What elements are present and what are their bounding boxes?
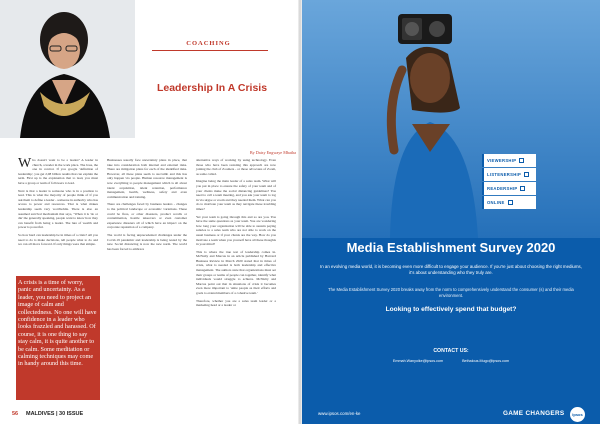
checkbox-icon: [519, 158, 524, 163]
article-column-2: [107, 158, 187, 424]
article-column-1: [18, 158, 98, 270]
ipsos-logo-text: Ipsos: [572, 412, 583, 417]
author-photo: [0, 0, 135, 138]
left-page-footer: [0, 407, 300, 424]
article-paragraph: So how hard can leadership be in times of a crisis? All you need to do is make decisions, tell people what to do and we can all move forward. If only things were that simple.: [18, 232, 98, 247]
tag-online: [482, 196, 536, 209]
article-paragraph: This is where the true test of leadership comes in. McNulty and Marcus in an article published by Harvard Business Review in March 2020 stated that in times of crisis, what is needed is both leadership and effective management. The authors state that organizations must set their groups or teams of people can together, identify what individuals would struggle to achieve. McNulty and Marcus point out that in situations of crisis it becomes even more important to 'unite people as their efforts and goals to extend members of a cohesive team.': [196, 249, 276, 296]
author-photo-illustration: [0, 0, 135, 138]
ad-photo: [302, 0, 600, 238]
page-number: 56: [12, 411, 19, 417]
pull-quote-text: A crisis is a time of worry, panic and uncertainty. As a leader, you need to project an image of calm and collectedness. No one will have confidence in a leader who looks frazzled and harassed. Of course, it is one thing to say stay calm, it is quite another to be calm. Some meditation or calming techniques may come in handy around this time.: [18, 279, 97, 368]
article-paragraph: Next is that a leader is someone who is in a position to lead. This is what the majority of people think of if you ask them to define a leader - someone in authority who has access to power and resources. That is what makes leadership seem very worthwhile. There is also an assumed survival mechanism that says, "When it is 'do or die' the generally speaking, people want to know how they can benefit from being a leader. The lure of wealth and power is powerful.: [18, 188, 98, 230]
article-column-3: [196, 158, 276, 424]
checkbox-icon: [524, 172, 529, 177]
article-paragraph: The world is facing unprecedented challenges under the Covid-19 pandemic and leadership is being tested by the new. Social distancing is now the new norm. The world has been forced to embrace: [107, 232, 187, 251]
tag-label: READERSHIP: [487, 186, 518, 191]
drop-cap: W: [18, 156, 32, 171]
pull-quote: [16, 276, 100, 400]
section-label: COACHING: [186, 40, 231, 47]
checkbox-icon: [508, 200, 513, 205]
tag-listenership: [482, 168, 536, 181]
article-paragraph-text: ho doesn't want to be a leader? A leader in church, a leader in the work place. The boss, the one in control. If you google 'definition of leadership', you get 2,08 billion results that can explain the term. First up is the explanation that to lead, you must have a group or team of followers to lead.: [18, 158, 98, 185]
magazine-issue: MALDIVES | 30 ISSUE: [26, 411, 84, 417]
article-paragraph: Imagine being the main leader of a sales team. What will you put in place to ensure the safety of your team and of your clients make the social distancing guidelines? You need to call a team meeting, and you ask your team to log in via skype or zoom and they needed them. What can you do to motivate your team as they navigate these troubling times?: [196, 179, 276, 211]
survey-advertisement: [302, 0, 600, 424]
ad-footer: [302, 404, 600, 424]
tag-label: VIEWERSHIP: [487, 158, 517, 163]
article-title: Leadership In A Crisis: [156, 82, 268, 94]
article-paragraph: Yet your team is going through this and so are you. You have the same questions as your team. You are wondering how long your organization will be able to sustain paying salaries to a sales team who are not able to work on the usual business or if your clients are the way. How do you motivate a team when you yourself have all these thoughts in your mind?: [196, 214, 276, 247]
website-link[interactable]: www.ipsos.com/en-ke: [318, 411, 361, 416]
ad-description: The Media Establishment Survey 2020 breaks away from the norm to comprehensively understand the consumer (s) and their media environment.: [328, 287, 574, 298]
contact-list: [346, 359, 556, 363]
section-divider: [152, 50, 268, 51]
article-paragraph: [18, 158, 98, 186]
ad-subtitle: In an evolving media world, it is becoming even more difficult to engage your audience. If you're just about choosing the right mediums, it's about understanding who they truly are.: [320, 264, 582, 275]
ad-photo-illustration: [302, 0, 600, 238]
article-paragraph: Therefore, whether you are a sales team leader or a marketing head or a leader or: [196, 298, 276, 308]
checkbox-icon: [520, 186, 525, 191]
article-byline: By Daisy Engwaye Mbatha: [249, 150, 296, 155]
ad-title: Media Establishment Survey 2020: [346, 240, 556, 255]
contact-email[interactable]: Emmah.Wanyoike@ipsos.com: [392, 359, 444, 363]
article-paragraph: alternative ways of working by using technology. Even those who have been resisting this approach are now joining the club of Zoomers - or those advocates of Zoom, as some called.: [196, 158, 276, 176]
tagline: GAME CHANGERS: [503, 410, 565, 417]
contact-email[interactable]: Bethalous.Mugo@ipsos.com: [462, 359, 510, 363]
contact-label: CONTACT US:: [433, 348, 469, 354]
tag-label: ONLINE: [487, 200, 505, 205]
article-paragraph: There are challenges faced by business leaders - changes to the political landscape or economic variations. These could be fires, or other disasters, product recalls or contamination, hostile takeovers or even customer experience disasters all of which have an impact on the corporate reputation of a company.: [107, 202, 187, 230]
tag-viewership: [482, 154, 536, 167]
tag-label: LISTENERSHIP: [487, 172, 522, 177]
tag-readership: [482, 182, 536, 195]
ad-question: Looking to effectively spend that budget?: [385, 306, 517, 313]
article-paragraph: Businesses usually face uncertainty plans in place, that take into consideration both internal and external risks. There are mitigation plans for each of the identified risks. However, all these plans seem to succumb and this has only happen via people. Human resource management is now everything to people management which is all about talent acquisition, talent retention, performance management, health, wellness, safety and even communication and training.: [107, 158, 187, 199]
